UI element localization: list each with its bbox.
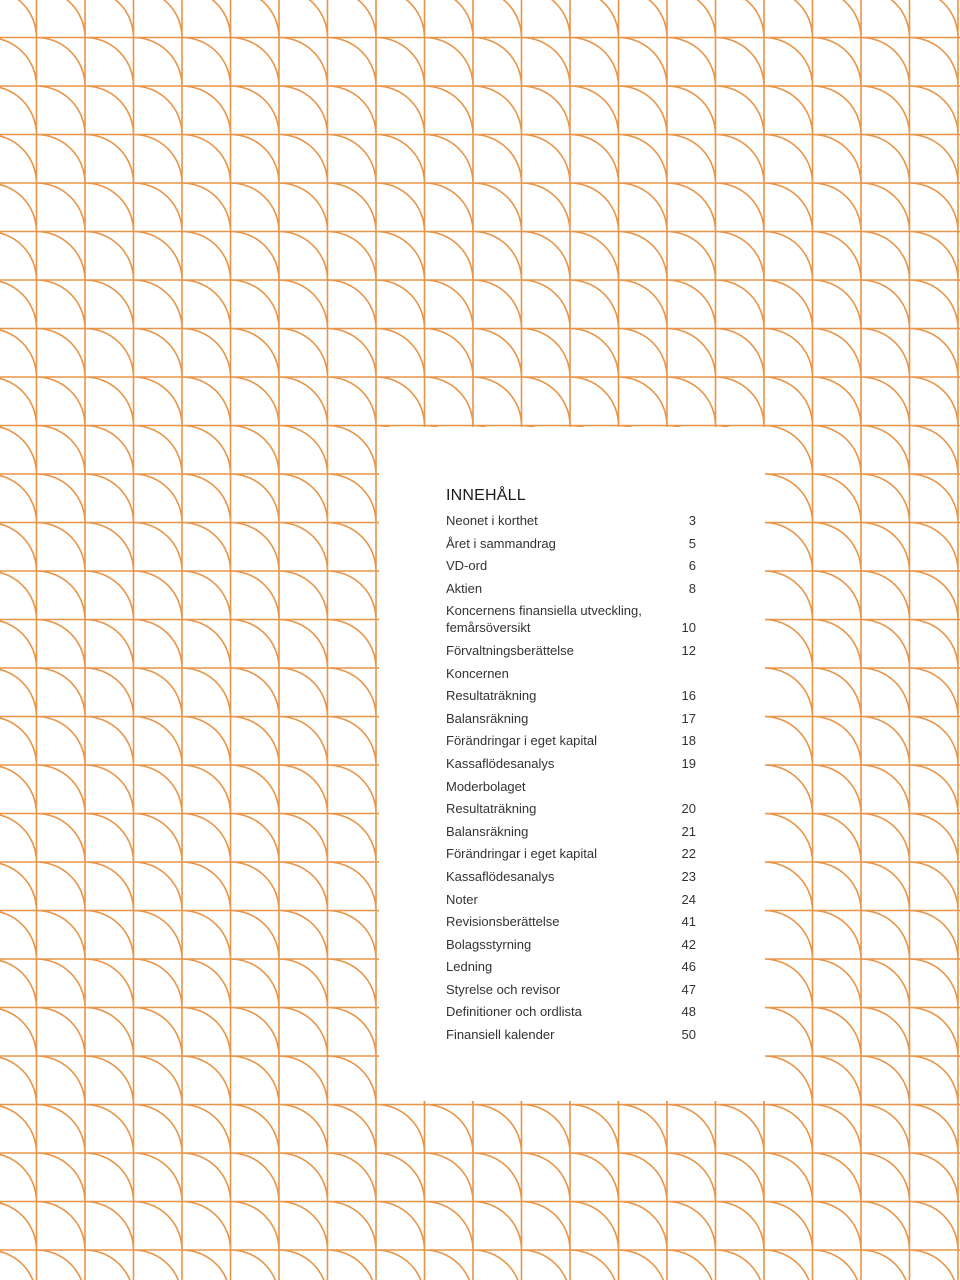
toc-item: [446, 755, 696, 772]
toc-item: [446, 732, 696, 749]
toc-item-label: Styrelse och revisor: [446, 981, 561, 997]
toc-item-label: Definitioner och ordlista: [446, 1004, 582, 1020]
toc-item: [446, 845, 696, 862]
toc-item-page: 3: [688, 513, 696, 528]
toc-item: [446, 602, 696, 636]
toc-item-label: Moderbolaget: [446, 778, 526, 794]
toc-item-page: 18: [681, 733, 696, 749]
toc-item-page: 46: [681, 959, 696, 975]
table-of-contents: [379, 427, 765, 1101]
toc-item-label: Ledning: [446, 959, 493, 975]
toc-item: [446, 557, 696, 574]
toc-item: [446, 823, 696, 840]
toc-item-label: Koncernen: [446, 665, 509, 681]
toc-item-page: 19: [681, 755, 696, 771]
toc-item-label: Kassaflödesanalys: [446, 868, 555, 884]
toc-item-page: 20: [681, 801, 696, 817]
toc-item-label: Förvaltningsberättelse: [446, 642, 574, 658]
toc-item: [446, 868, 696, 885]
toc-item: [446, 512, 696, 529]
toc-item-label: Balansräkning: [446, 710, 529, 726]
toc-item-label: Noter: [446, 891, 478, 907]
toc-item-page: 21: [681, 823, 696, 839]
toc-item: [446, 1003, 696, 1020]
toc-item-label: Kassaflödesanalys: [446, 755, 555, 771]
toc-item-label: Neonet i korthet: [446, 513, 538, 528]
toc-list: [446, 512, 696, 1049]
toc-item-page: 6: [688, 558, 696, 574]
toc-item: [446, 665, 696, 682]
toc-item-page: 10: [681, 620, 696, 636]
toc-item-page: 47: [681, 981, 696, 997]
toc-item-label: Året i sammandrag: [446, 535, 556, 551]
toc-item-label: Bolagsstyrning: [446, 936, 532, 952]
toc-item: [446, 642, 696, 659]
toc-item-page: 50: [681, 1027, 696, 1043]
toc-item: [446, 981, 696, 998]
toc-item: [446, 535, 696, 552]
toc-item-page: 41: [681, 914, 696, 930]
toc-item-page: 23: [681, 868, 696, 884]
toc-item: [446, 936, 696, 953]
toc-item: [446, 687, 696, 704]
toc-item-label: Revisionsberättelse: [446, 914, 560, 930]
toc-item: [446, 710, 696, 727]
toc-item-page: 42: [681, 936, 696, 952]
toc-item-label: Koncernens finansiella utveckling, femårsöversikt: [446, 603, 642, 636]
toc-item-page: 48: [681, 1004, 696, 1020]
toc-item-page: 5: [688, 535, 696, 551]
toc-item-page: 12: [681, 642, 696, 658]
toc-title: INNEHÅLL: [446, 487, 526, 504]
toc-item-label: Resultaträkning: [446, 688, 537, 704]
toc-item: [446, 580, 696, 597]
toc-item-label: VD-ord: [446, 558, 488, 574]
toc-item-label: Finansiell kalender: [446, 1027, 555, 1043]
toc-item-label: Förändringar i eget kapital: [446, 846, 598, 862]
toc-item: [446, 778, 696, 795]
toc-item: [446, 958, 696, 975]
toc-item: [446, 913, 696, 930]
toc-item-page: 16: [681, 688, 696, 704]
toc-item-label: Balansräkning: [446, 823, 529, 839]
toc-item-label: Förändringar i eget kapital: [446, 733, 598, 749]
toc-item-label: Resultaträkning: [446, 801, 537, 817]
toc-item-page: 8: [688, 580, 696, 596]
toc-item-page: 24: [681, 891, 696, 907]
toc-item: [446, 1026, 696, 1043]
toc-item-page: 17: [681, 710, 696, 726]
toc-item-label: Aktien: [446, 580, 483, 596]
toc-item: [446, 800, 696, 817]
toc-item: [446, 891, 696, 908]
toc-item-page: 22: [681, 846, 696, 862]
